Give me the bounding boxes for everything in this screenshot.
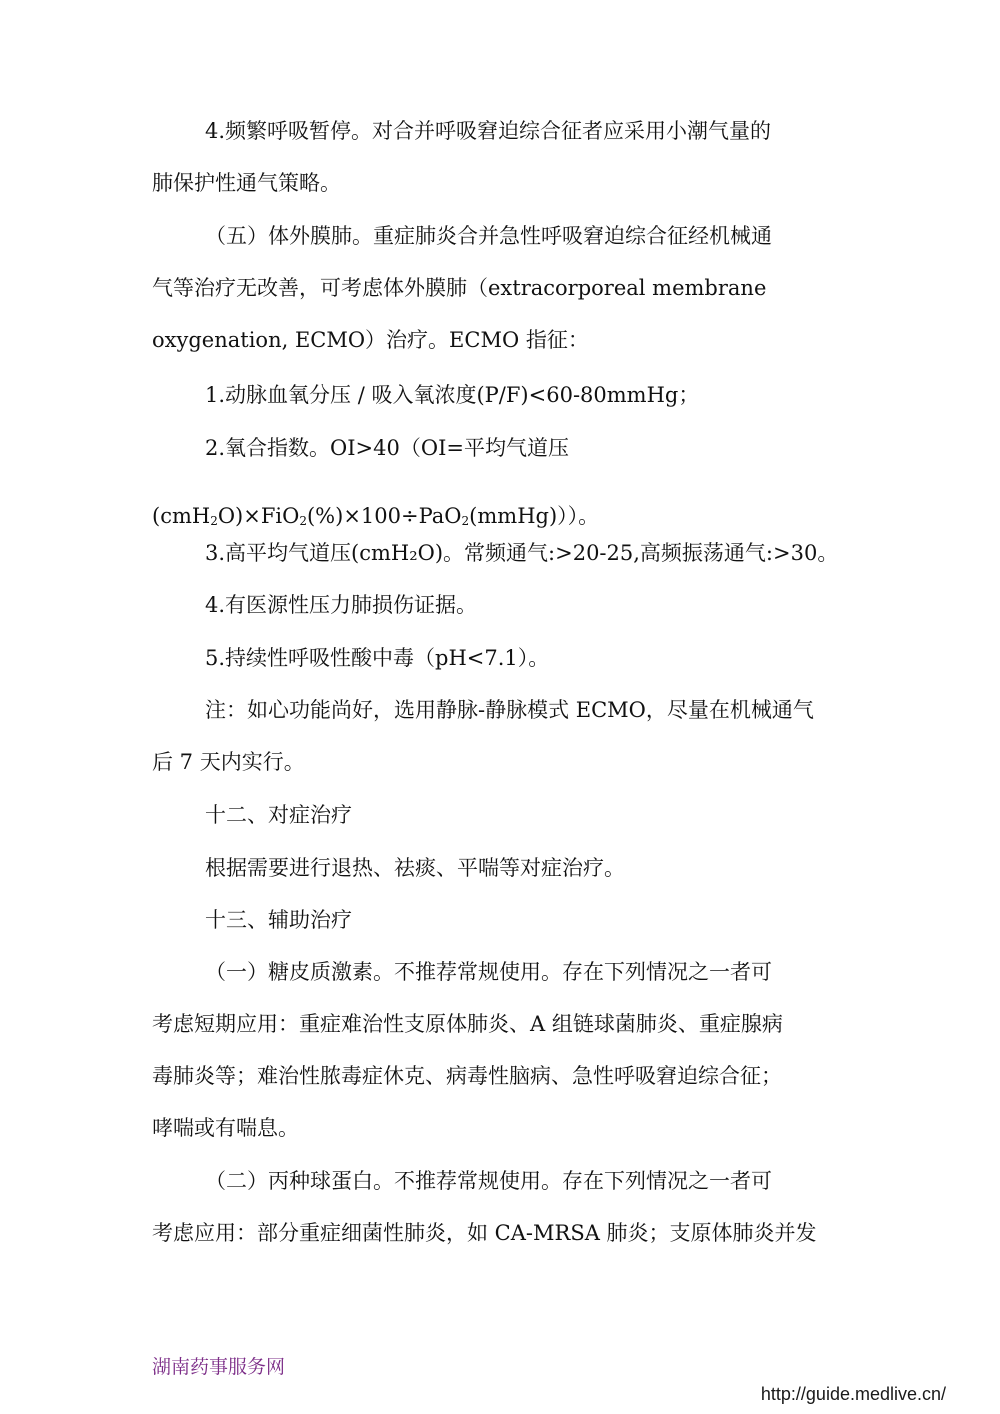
footer-site-name: 湖南药事服务网 xyxy=(152,1356,286,1378)
text-line: 后 7 天内实行。 xyxy=(152,750,305,774)
footer-url-link[interactable]: http://guide.medlive.cn/ xyxy=(760,1384,946,1404)
paragraph xyxy=(152,789,852,841)
text-line: 注：如心功能尚好，选用静脉-静脉模式 ECMO，尽量在机械通气 xyxy=(205,698,814,722)
formula-part: O)×FiO xyxy=(217,504,300,528)
oi-formula-line xyxy=(152,490,599,547)
text-line: 考虑应用：部分重症细菌性肺炎，如 CA-MRSA 肺炎；支原体肺炎并发 xyxy=(152,1221,817,1245)
paragraph xyxy=(152,1155,852,1259)
text-line: 十三、辅助治疗 xyxy=(205,908,352,932)
text-line: 2.氧合指数。OI>40（OI=平均气道压 xyxy=(205,436,569,460)
text-line: 肺保护性通气策略。 xyxy=(152,171,341,195)
paragraph xyxy=(152,105,852,209)
formula-subscript: 2 xyxy=(461,514,470,528)
text-line: 3.高平均气道压(cmH₂O)。常频通气:>20-25,高频振荡通气:>30。 xyxy=(205,541,839,565)
paragraph xyxy=(152,842,852,894)
paragraph xyxy=(152,422,852,474)
paragraph xyxy=(152,946,852,1154)
text-line: 哮喘或有喘息。 xyxy=(152,1116,299,1140)
text-line: 4.有医源性压力肺损伤证据。 xyxy=(205,593,478,617)
text-line: 1.动脉血氧分压 / 吸入氧浓度(P/F)<60-80mmHg； xyxy=(205,383,700,407)
formula-subscript: 2 xyxy=(210,514,218,528)
formula-part: (%)×100÷PaO xyxy=(306,504,462,528)
paragraph xyxy=(152,894,852,946)
text-line: 毒肺炎等；难治性脓毒症休克、病毒性脑病、急性呼吸窘迫综合征； xyxy=(152,1064,782,1088)
formula-part: (mmHg)））。 xyxy=(469,504,600,528)
formula-subscript: 2 xyxy=(299,514,307,528)
text-line: （一）糖皮质激素。不推荐常规使用。存在下列情况之一者可 xyxy=(205,960,772,984)
paragraph xyxy=(152,632,852,684)
text-line: 根据需要进行退热、祛痰、平喘等对症治疗。 xyxy=(205,856,625,880)
text-line: （五）体外膜肺。重症肺炎合并急性呼吸窘迫综合征经机械通 xyxy=(205,224,772,248)
text-line: 十二、对症治疗 xyxy=(205,803,352,827)
formula-part: (cmH xyxy=(152,504,211,528)
text-line: oxygenation, ECMO）治疗。ECMO 指征： xyxy=(152,328,589,352)
text-line: 考虑短期应用：重症难治性支原体肺炎、A 组链球菌肺炎、重症腺病 xyxy=(152,1012,783,1036)
text-line: 4.频繁呼吸暂停。对合并呼吸窘迫综合征者应采用小潮气量的 xyxy=(205,119,772,143)
paragraph xyxy=(152,684,852,788)
paragraph xyxy=(152,210,852,366)
paragraph xyxy=(152,579,852,631)
paragraph xyxy=(152,369,852,421)
text-line: （二）丙种球蛋白。不推荐常规使用。存在下列情况之一者可 xyxy=(205,1169,772,1193)
text-line: 5.持续性呼吸性酸中毒（pH<7.1）。 xyxy=(205,646,550,670)
text-line: 气等治疗无改善，可考虑体外膜肺（extracorporeal membrane xyxy=(152,276,767,300)
